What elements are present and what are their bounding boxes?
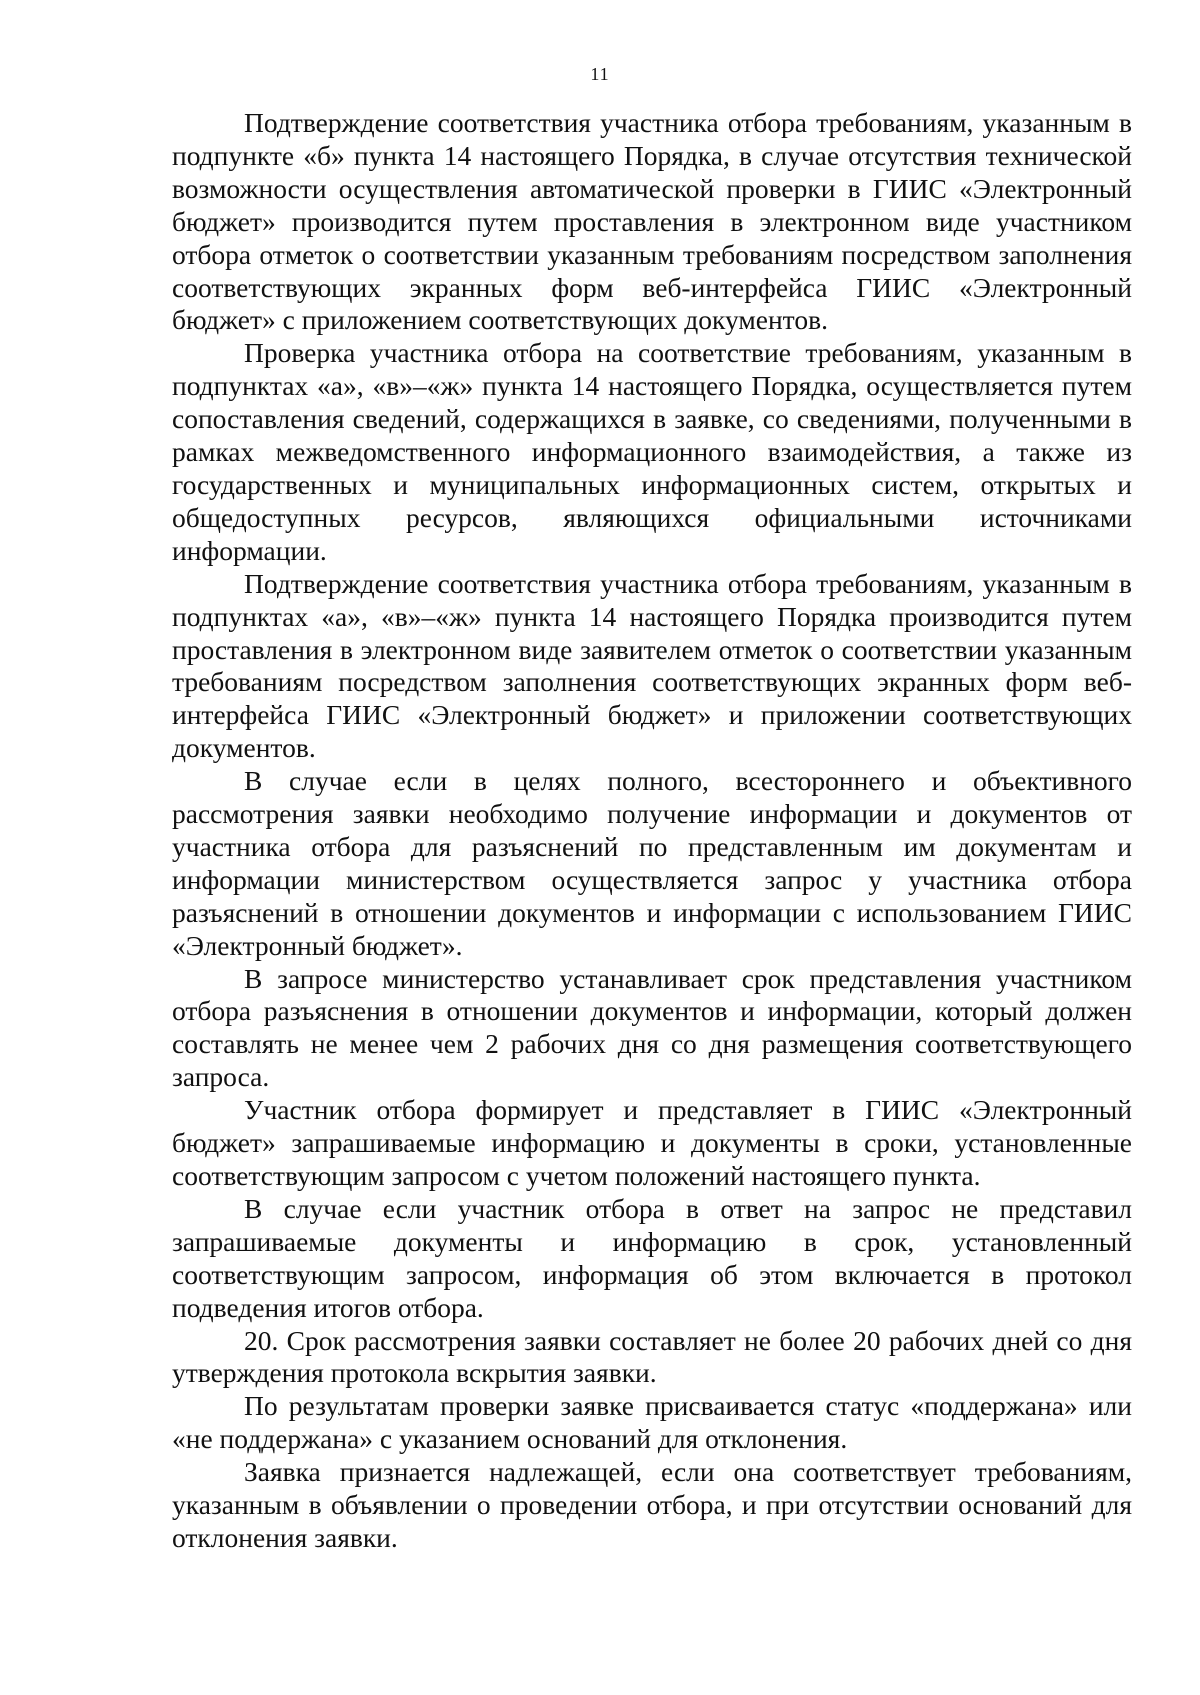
paragraph-6: Участник отбора формирует и представляет в ГИИС «Электронный бюджет» запрашиваемые информацию и документы в сроки, установленные соответствующим запросом с учетом положений настоящего пункта. xyxy=(172,1094,1132,1191)
paragraph-10: Заявка признается надлежащей, если она соответствует требованиям, указанным в объявлении о проведении отбора, и при отсутствии оснований для отклонения заявки. xyxy=(172,1456,1132,1553)
page-number: 11 xyxy=(590,64,610,84)
paragraph-9: По результатам проверки заявке присваивается статус «поддержана» или «не поддержана» с указанием оснований для отклонения. xyxy=(172,1390,1132,1455)
paragraph-1: Подтверждение соответствия участника отбора требованиям, указанным в подпункте «б» пункта 14 настоящего Порядка, в случае отсутствия технической возможности осуществления автоматической проверки в ГИИС «Электронный бюджет» производится путем проставления в электронном виде участником отбора отметок о соответствии указанным требованиям посредством заполнения соответствующих экранных форм веб-интерфейса ГИИС «Электронный бюджет» с приложением соответствующих документов. xyxy=(172,107,1132,336)
paragraph-2: Проверка участника отбора на соответствие требованиям, указанным в подпунктах «а», «в»–«ж» пункта 14 настоящего Порядка, осуществляется путем сопоставления сведений, содержащихся в заявке, со сведениями, полученными в рамках межведомственного информационного взаимодействия, а также из государственных и муниципальных информационных систем, открытых и общедоступных ресурсов, являющихся официальными источниками информации. xyxy=(172,337,1132,566)
paragraph-4: В случае если в целях полного, всестороннего и объективного рассмотрения заявки необходимо получение информации и документов от участника отбора для разъяснений по представленным им документам и информации министерством осуществляется запрос у участника отбора разъяснений в отношении документов и информации с использованием ГИИС «Электронный бюджет». xyxy=(172,765,1132,961)
paragraph-7: В случае если участник отбора в ответ на запрос не представил запрашиваемые документы и информацию в срок, установленный соответствующим запросом, информация об этом включается в протокол подведения итогов отбора. xyxy=(172,1192,1132,1323)
document-body xyxy=(172,107,1132,1555)
paragraph-3: Подтверждение соответствия участника отбора требованиям, указанным в подпунктах «а», «в»–«ж» пункта 14 настоящего Порядка производится путем проставления в электронном виде заявителем отметок о соответствии указанным требованиям посредством заполнения соответствующих экранных форм веб-интерфейса ГИИС «Электронный бюджет» и приложении соответствующих документов. xyxy=(172,567,1132,764)
paragraph-5: В запросе министерство устанавливает срок представления участником отбора разъяснения в отношении документов и информации, который должен составлять не менее чем 2 рабочих дня со дня размещения соответствующего запроса. xyxy=(172,962,1132,1093)
paragraph-8: 20. Срок рассмотрения заявки составляет не более 20 рабочих дней со дня утверждения протокола вскрытия заявки. xyxy=(172,1324,1132,1389)
